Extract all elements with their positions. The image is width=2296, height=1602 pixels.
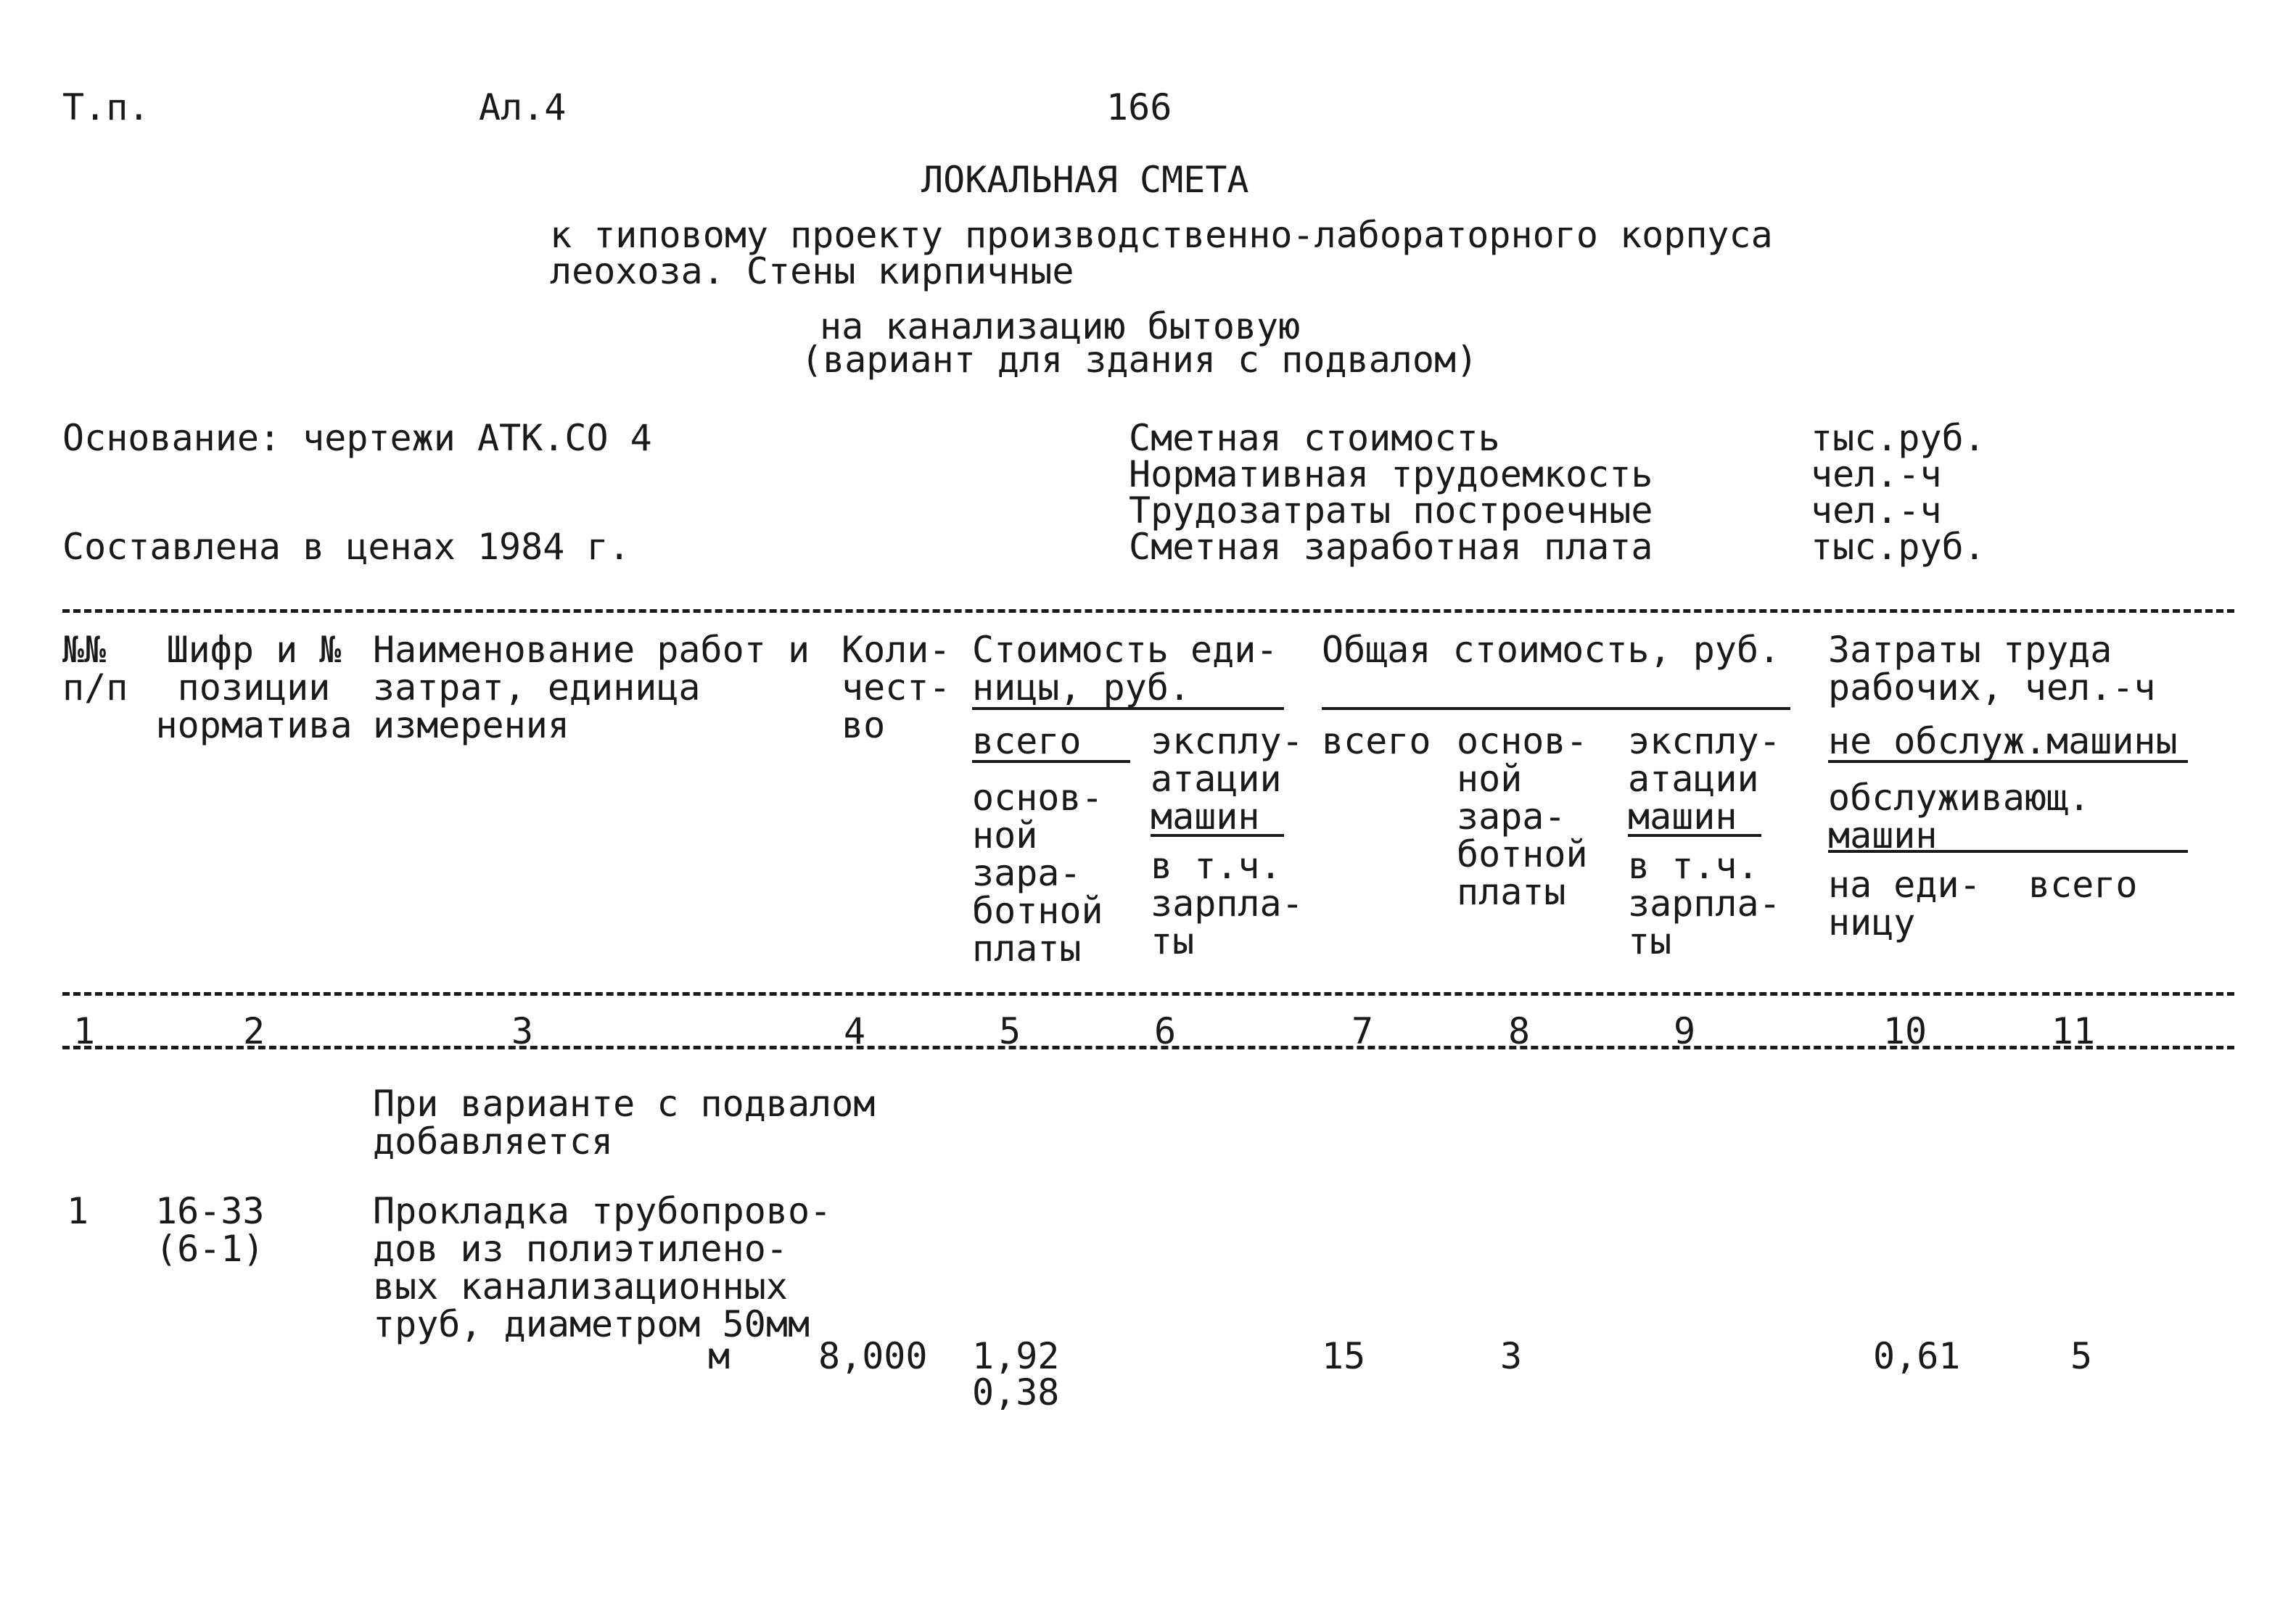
row-1-quantity: 8,000 [818,1335,928,1377]
section-note: При варианте с подвалом добавляется [373,1083,876,1163]
header-total-all: всего [1322,720,1431,762]
column-number-4: 4 [843,1010,866,1052]
column-number-11: 11 [2051,1010,2096,1052]
header-unit-total-underline [972,760,1130,763]
column-number-3: 3 [511,1010,534,1052]
basis-text: Основание: чертежи АТК.СО 4 [62,417,652,459]
row-1-total: 15 [1322,1335,1366,1377]
column-number-8: 8 [1507,1010,1531,1052]
info-unit-wage: тыс.руб. [1811,526,1986,568]
header-total-machine-wage: в т.ч. зарпла- ты [1628,845,1781,962]
column-number-9: 9 [1673,1010,1696,1052]
column-number-7: 7 [1351,1010,1374,1052]
header-unit-cost-underline [972,707,1284,710]
column-numbers-underline [62,1046,2234,1049]
row-1-name: Прокладка трубопрово- дов из полиэтилено- вых канализационных труб, диаметром 50мм [373,1190,832,1345]
header-total-machine-underline [1628,834,1761,837]
column-number-2: 2 [242,1010,266,1052]
info-label-labor-norm: Нормативная трудоемкость [1129,453,1653,495]
header-labor-total: всего [2028,864,2138,906]
prices-text: Составлена в ценах 1984 г. [62,526,630,568]
header-unit-cost: Стоимость еди- ницы, руб. [972,629,1278,709]
row-1-labor-per-unit: 0,61 [1873,1335,1961,1377]
header-labor-machine: обслуживающ. машин [1828,777,2091,856]
info-label-labor-site: Трудозатраты построечные [1129,490,1653,532]
header-unit-machine-wage: в т.ч. зарпла- ты [1151,845,1304,962]
column-number-6: 6 [1153,1010,1177,1052]
row-1-number: 1 [67,1190,89,1232]
title-line-3: на канализацию бытовую [820,305,1301,347]
title-line-4: (вариант для здания с подвалом) [801,339,1478,381]
table-top-rule [62,609,2234,613]
info-unit-cost: тыс.руб. [1811,417,1986,459]
album-number: Ал.4 [479,86,567,128]
column-number-1: 1 [73,1010,96,1052]
header-unit-machine: эксплу- атации машин [1151,720,1304,838]
header-row-number: №№ п/п [62,629,128,709]
title-line-2: леохоза. Стены кирпичные [550,250,1074,292]
row-1-unit: м [708,1335,731,1377]
document-title: ЛОКАЛЬНАЯ СМЕТА [921,159,1249,201]
header-total-cost: Общая стоимость, руб. [1322,629,1781,671]
header-name: Наименование работ и затрат, единица измерения [373,629,810,746]
header-total-wage: основ- ной зара- ботной платы [1457,720,1588,913]
row-1-labor-total: 5 [2070,1335,2093,1377]
header-labor-not-machine: не обслуж.машины [1828,720,2178,762]
row-1-unit-wage: 0,38 [972,1371,1060,1413]
header-unit-total: всего [972,720,1082,762]
header-total-machine: эксплу- атации машин [1628,720,1781,838]
header-labor-not-machine-underline [1828,760,2188,763]
column-number-5: 5 [998,1010,1021,1052]
header-labor: Затраты труда рабочих, чел.-ч [1828,629,2156,709]
info-label-cost: Сметная стоимость [1129,417,1500,459]
info-unit-labor-site: чел.-ч [1811,490,1942,532]
row-1-unit-total: 1,92 [972,1335,1060,1377]
header-bottom-rule [62,992,2234,996]
row-1-total-wage: 3 [1500,1335,1523,1377]
header-quantity: Коли- чест- во [842,629,951,746]
header-labor-per-unit: на еди- ницу [1828,864,1981,944]
column-number-10: 10 [1883,1010,1927,1052]
header-code: Шифр и № позиции норматива [155,629,353,746]
title-line-1: к типовому проекту производственно-лабораторного корпуса [550,214,1773,256]
info-label-wage: Сметная заработная плата [1129,526,1653,568]
header-total-cost-underline [1322,707,1790,710]
row-1-code: 16-33 (6-1) [155,1190,265,1270]
header-unit-machine-underline [1151,834,1284,837]
page-number: 166 [1106,86,1172,128]
info-unit-labor-norm: чел.-ч [1811,453,1942,495]
doc-code: Т.п. [62,86,150,128]
header-labor-machine-underline [1828,850,2188,853]
header-unit-wage: основ- ной зара- ботной платы [972,777,1103,970]
